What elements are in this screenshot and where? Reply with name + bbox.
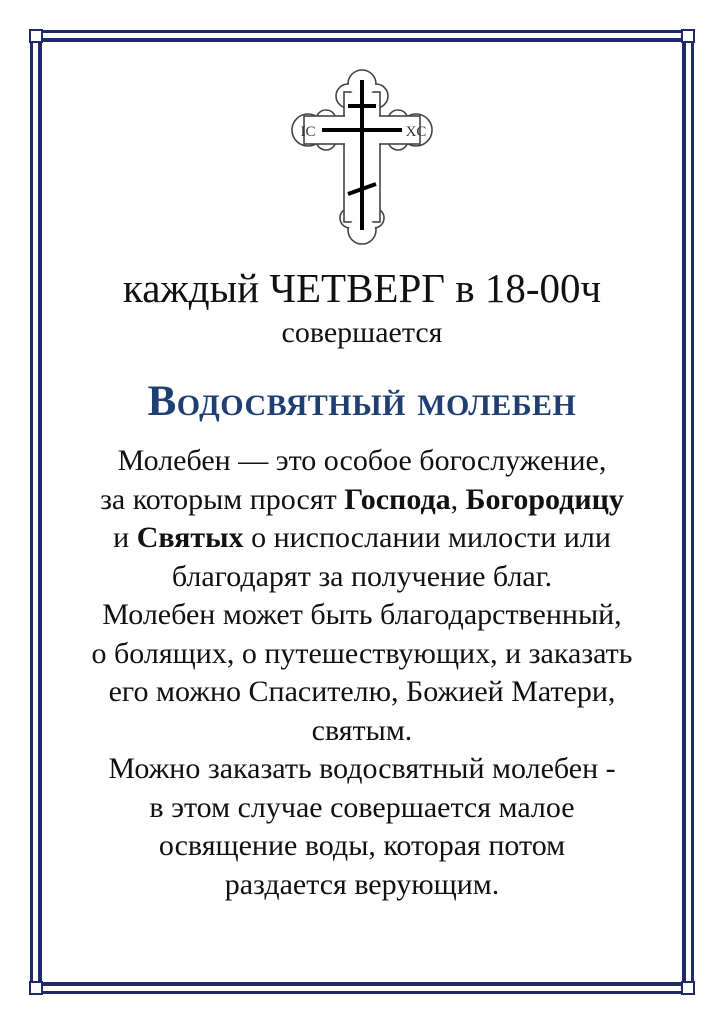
description-line: в этом случае совершается малое bbox=[149, 790, 575, 824]
announcement-content bbox=[48, 262, 676, 904]
description-line: освящение воды, которая потом bbox=[158, 829, 566, 862]
description-line: его можно Спасителю, Божией Матери, bbox=[108, 675, 616, 708]
bold-term: Богородицу bbox=[465, 482, 624, 516]
schedule-headline: каждый ЧЕТВЕРГ в 18-00ч bbox=[122, 265, 602, 311]
bold-term: Святых bbox=[136, 521, 244, 554]
cross-left-letters: IC bbox=[300, 124, 316, 140]
description-line: святым. bbox=[311, 713, 413, 747]
border-corner-bottom-right bbox=[681, 981, 695, 995]
border-corner-top-right bbox=[681, 29, 695, 43]
description-line: благодарят за получение благ. bbox=[171, 559, 553, 593]
description-line: раздается верующим. bbox=[224, 867, 500, 901]
service-title: Водосвятный молебен bbox=[147, 378, 577, 425]
text-span: , bbox=[450, 482, 466, 516]
description-line bbox=[48, 519, 676, 558]
description-line: Можно заказать водосвятный молебен - bbox=[108, 752, 616, 785]
description-line: Молебен может быть благодарственный, bbox=[102, 598, 622, 631]
description-text bbox=[48, 442, 676, 904]
border-corner-top-left bbox=[29, 29, 43, 43]
cross-right-letters: XC bbox=[405, 124, 427, 140]
text-span: и bbox=[113, 521, 137, 554]
description-line: Молебен — это особое богослужение, bbox=[117, 444, 607, 477]
text-span: за которым просят bbox=[100, 482, 345, 516]
orthodox-cross-icon bbox=[282, 62, 442, 252]
description-line: о болящих, о путешествующих, и заказать bbox=[91, 636, 633, 670]
border-corner-bottom-left bbox=[29, 981, 43, 995]
text-span: о ниспослании милости или bbox=[243, 521, 611, 554]
schedule-subline: совершается bbox=[281, 316, 443, 349]
bold-term: Господа bbox=[344, 482, 451, 516]
description-line bbox=[48, 481, 676, 520]
